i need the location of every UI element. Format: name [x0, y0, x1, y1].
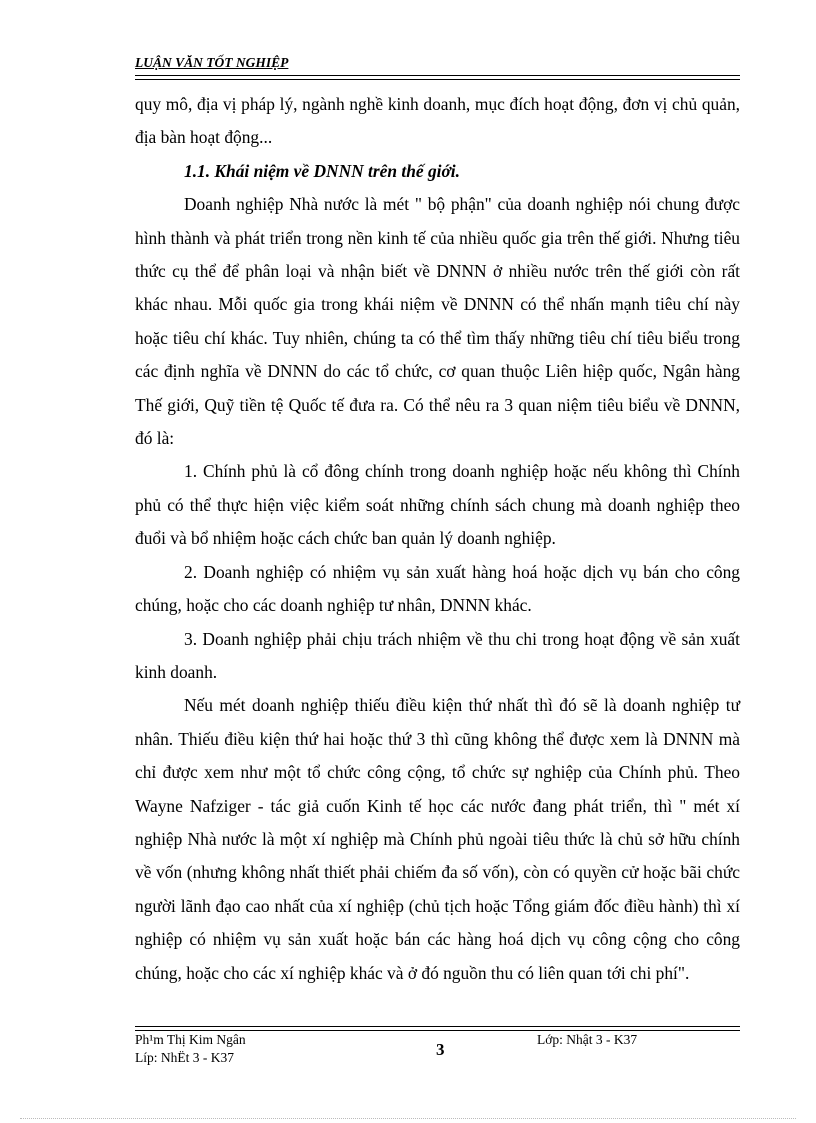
running-header-title: LUẬN VĂN TỐT NGHIỆP — [135, 55, 289, 70]
paragraph-continuation: quy mô, địa vị pháp lý, ngành nghề kinh doanh, mục đích hoạt động, đơn vị chủ quản, địa bàn hoạt động... — [135, 94, 740, 148]
footer-rule-top — [135, 1026, 740, 1027]
footer-class-right: Lớp: Nhật 3 - K37 — [537, 1032, 638, 1047]
footer-class-left: Líp: NhËt 3 - K37 — [135, 1050, 234, 1065]
paragraph-conclusion: Nếu mét doanh nghiệp thiếu điều kiện thứ nhất thì đó sẽ là doanh nghiệp tư nhân. Thiếu điều kiện thứ hai hoặc thứ 3 thì cũng không thể được xem là DNNN mà chỉ được xem như một tổ chức công cộng, tổ chức sự nghiệp của Chính phủ. Theo Wayne Nafziger - tác giả cuốn Kinh tế học các nước đang phát triển, thì " mét xí nghiệp Nhà nước là một xí nghiệp mà Chính phủ ngoài tiêu thức là chủ sở hữu chính về vốn (nhưng không nhất thiết phải chiếm đa số vốn), còn có quyền cử hoặc bãi chức người lãnh đạo cao nhất của xí nghiệp (chủ tịch hoặc Tổng giám đốc điều hành) thì xí nghiệp có nhiệm vụ sản xuất hoặc bán các hàng hoá dịch vụ công cộng cho công chúng, hoặc cho các xí nghiệp khác và ở đó nguồn thu có liên quan tới chi phí". — [135, 695, 740, 983]
page-body — [135, 88, 740, 990]
paragraph-criterion-1: 1. Chính phủ là cổ đông chính trong doanh nghiệp hoặc nếu không thì Chính phủ có thể thực hiện việc kiểm soát những chính sách chung mà doanh nghiệp theo đuổi và bổ nhiệm hoặc cách chức ban quản lý doanh nghiệp. — [135, 461, 740, 549]
paragraph-criterion-3: 3. Doanh nghiệp phải chịu trách nhiệm về thu chi trong hoạt động về sản xuất kinh doanh. — [135, 628, 740, 682]
header-rule-bottom — [135, 79, 740, 80]
footer-rule-bottom — [135, 1030, 740, 1031]
page-number: 3 — [436, 1040, 445, 1059]
paragraph-criterion-2: 2. Doanh nghiệp có nhiệm vụ sản xuất hàng hoá hoặc dịch vụ bán cho công chúng, hoặc cho các doanh nghiệp tư nhân, DNNN khác. — [135, 561, 740, 616]
section-heading: 1.1. Khái niệm về DNNN trên thế giới. — [184, 160, 460, 181]
page-edge-divider — [20, 1118, 796, 1119]
footer-author-name: Ph¹m Thị Kim Ngân — [135, 1032, 246, 1047]
header-rule-top — [135, 75, 740, 76]
paragraph-definition: Doanh nghiệp Nhà nước là mét " bộ phận" của doanh nghiệp nói chung được hình thành và phát triển trong nền kinh tế của nhiều quốc gia trên thế giới. Nhưng tiêu thức cụ thể để phân loại và nhận biết về DNNN ở nhiều nước trên thế giới còn rất khác nhau. Mỗi quốc gia trong khái niệm về DNNN có thể nhấn mạnh tiêu chí này hoặc tiêu chí khác. Tuy nhiên, chúng ta có thể tìm thấy những tiêu chí tiêu biểu trong các định nghĩa về DNNN do các tổ chức, cơ quan thuộc Liên hiệp quốc, Ngân hàng Thế giới, Quỹ tiền tệ Quốc tế đưa ra. Có thể nêu ra 3 quan niệm tiêu biểu về DNNN, đó là: — [135, 194, 740, 449]
